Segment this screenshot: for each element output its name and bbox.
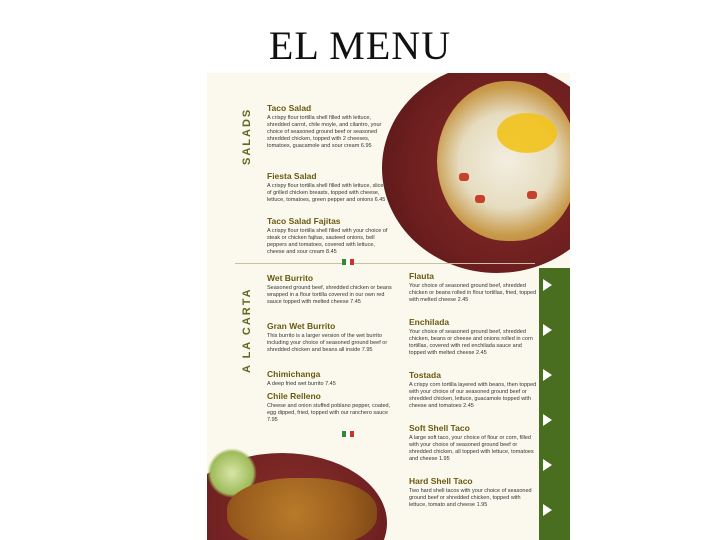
menu-item-chile-relleno xyxy=(267,391,392,424)
tomato-piece xyxy=(527,191,537,199)
tomato-piece xyxy=(475,195,485,203)
arrow-icon xyxy=(543,279,552,291)
arrow-icon xyxy=(543,324,552,336)
item-name: Hard Shell Taco xyxy=(409,476,473,486)
arrow-icon xyxy=(543,504,552,516)
item-name: Tostada xyxy=(409,370,441,380)
item-description: Your choice of seasoned ground beef, shredded chicken or beans rolled in flour tortillas, fried, topped with melted cheese 2.45 xyxy=(409,283,537,303)
item-name: Taco Salad Fajitas xyxy=(267,216,341,226)
menu-item-chimichanga xyxy=(267,369,392,388)
item-name: Chimichanga xyxy=(267,369,321,379)
item-name: Chile Relleno xyxy=(267,391,321,401)
item-name: Taco Salad xyxy=(267,103,312,113)
item-description: Your choice of seasoned ground beef, shredded chicken, beans or cheese and onions rolled in corn tortillas, covered with red enchilada sauce and topped with melted cheese 2.45 xyxy=(409,329,533,356)
menu-item-enchilada xyxy=(409,317,537,357)
menu-item-wet-burrito xyxy=(267,273,392,306)
item-description: A deep fried wet burrito 7.45 xyxy=(267,381,336,387)
menu-item-soft-shell-taco xyxy=(409,423,537,463)
item-description: A crispy corn tortilla layered with beans, then topped with your choice of our seasoned ground beef or shredded chicken, lettuce, guacamole topped with cheese and tomatoes 2.45 xyxy=(409,382,537,409)
taco-salad-bowl xyxy=(437,81,570,241)
menu-item-tostada xyxy=(409,370,537,410)
item-description: Seasoned ground beef, shredded chicken or beans wrapped in a flour tortilla covered in our own red sauce topped with melted cheese 7.45 xyxy=(267,285,392,305)
mexican-flag-icon xyxy=(342,259,354,265)
item-name: Soft Shell Taco xyxy=(409,423,470,433)
mexican-flag-icon xyxy=(342,431,354,437)
arrow-icon xyxy=(543,414,552,426)
menu-item-gran-wet-burrito xyxy=(267,321,392,354)
item-description: A crispy flour tortilla shell filled with lettuce, slices of grilled chicken breasts, topped with cheese, lettuce, tomatoes, green pepper and onions 6.45 xyxy=(267,183,387,203)
item-name: Fiesta Salad xyxy=(267,171,317,181)
menu-item-flauta xyxy=(409,271,537,304)
item-name: Flauta xyxy=(409,271,435,281)
arrow-icon xyxy=(543,459,552,471)
item-description: This burrito is a larger version of the wet burrito including your choice of seasoned ground beef or shredded chicken and beans all inside 7.95 xyxy=(267,333,388,353)
tomato-piece xyxy=(459,173,469,181)
section-label-a-la-carta: A LA CARTA xyxy=(241,287,253,373)
menu-page xyxy=(207,73,570,540)
section-label-salads: SALADS xyxy=(241,107,253,165)
section-divider xyxy=(235,263,535,264)
cheese-topping xyxy=(497,113,557,153)
item-description: A large soft taco, your choice of flour or corn, filled with your choice of seasoned ground beef or shredded chicken, all topped with lettuce, tomatoes and cheese 1.95 xyxy=(409,435,534,462)
arrow-icon xyxy=(543,369,552,381)
menu-item-hard-shell-taco xyxy=(409,476,537,509)
slide-title: EL MENU xyxy=(268,23,452,68)
menu-item-taco-salad xyxy=(267,103,389,150)
item-description: Two hard shell tacos with your choice of seasoned ground beef or shredded chicken, topped with lettuce, tomato and cheese 1.95 xyxy=(409,488,532,508)
item-description: Cheese and onion stuffed poblano pepper, coated, egg dipped, fried, topped with our ranchero sauce 7.95 xyxy=(267,403,391,423)
item-description: A crispy flour tortilla shell filled with lettuce, shredded carrot, chile moyle, and cilantro, your choice of seasoned ground beef or seasoned shredded chicken, topped with 2 cheeses, tomatoes, guacamole and sour cream 6.95 xyxy=(267,115,382,149)
item-name: Enchilada xyxy=(409,317,450,327)
item-name: Gran Wet Burrito xyxy=(267,321,336,331)
menu-item-taco-salad-fajitas xyxy=(267,216,389,256)
item-name: Wet Burrito xyxy=(267,273,314,283)
chile-relleno-food xyxy=(227,478,377,540)
menu-item-fiesta-salad xyxy=(267,171,389,204)
green-side-bar xyxy=(539,268,570,540)
item-description: A crispy flour tortilla shell filled with your choice of steak or chicken fajitas, sauteed onions, bell peppers and tomatoes, covered with lettuce, cheese and sour cream 8.45 xyxy=(267,228,388,255)
